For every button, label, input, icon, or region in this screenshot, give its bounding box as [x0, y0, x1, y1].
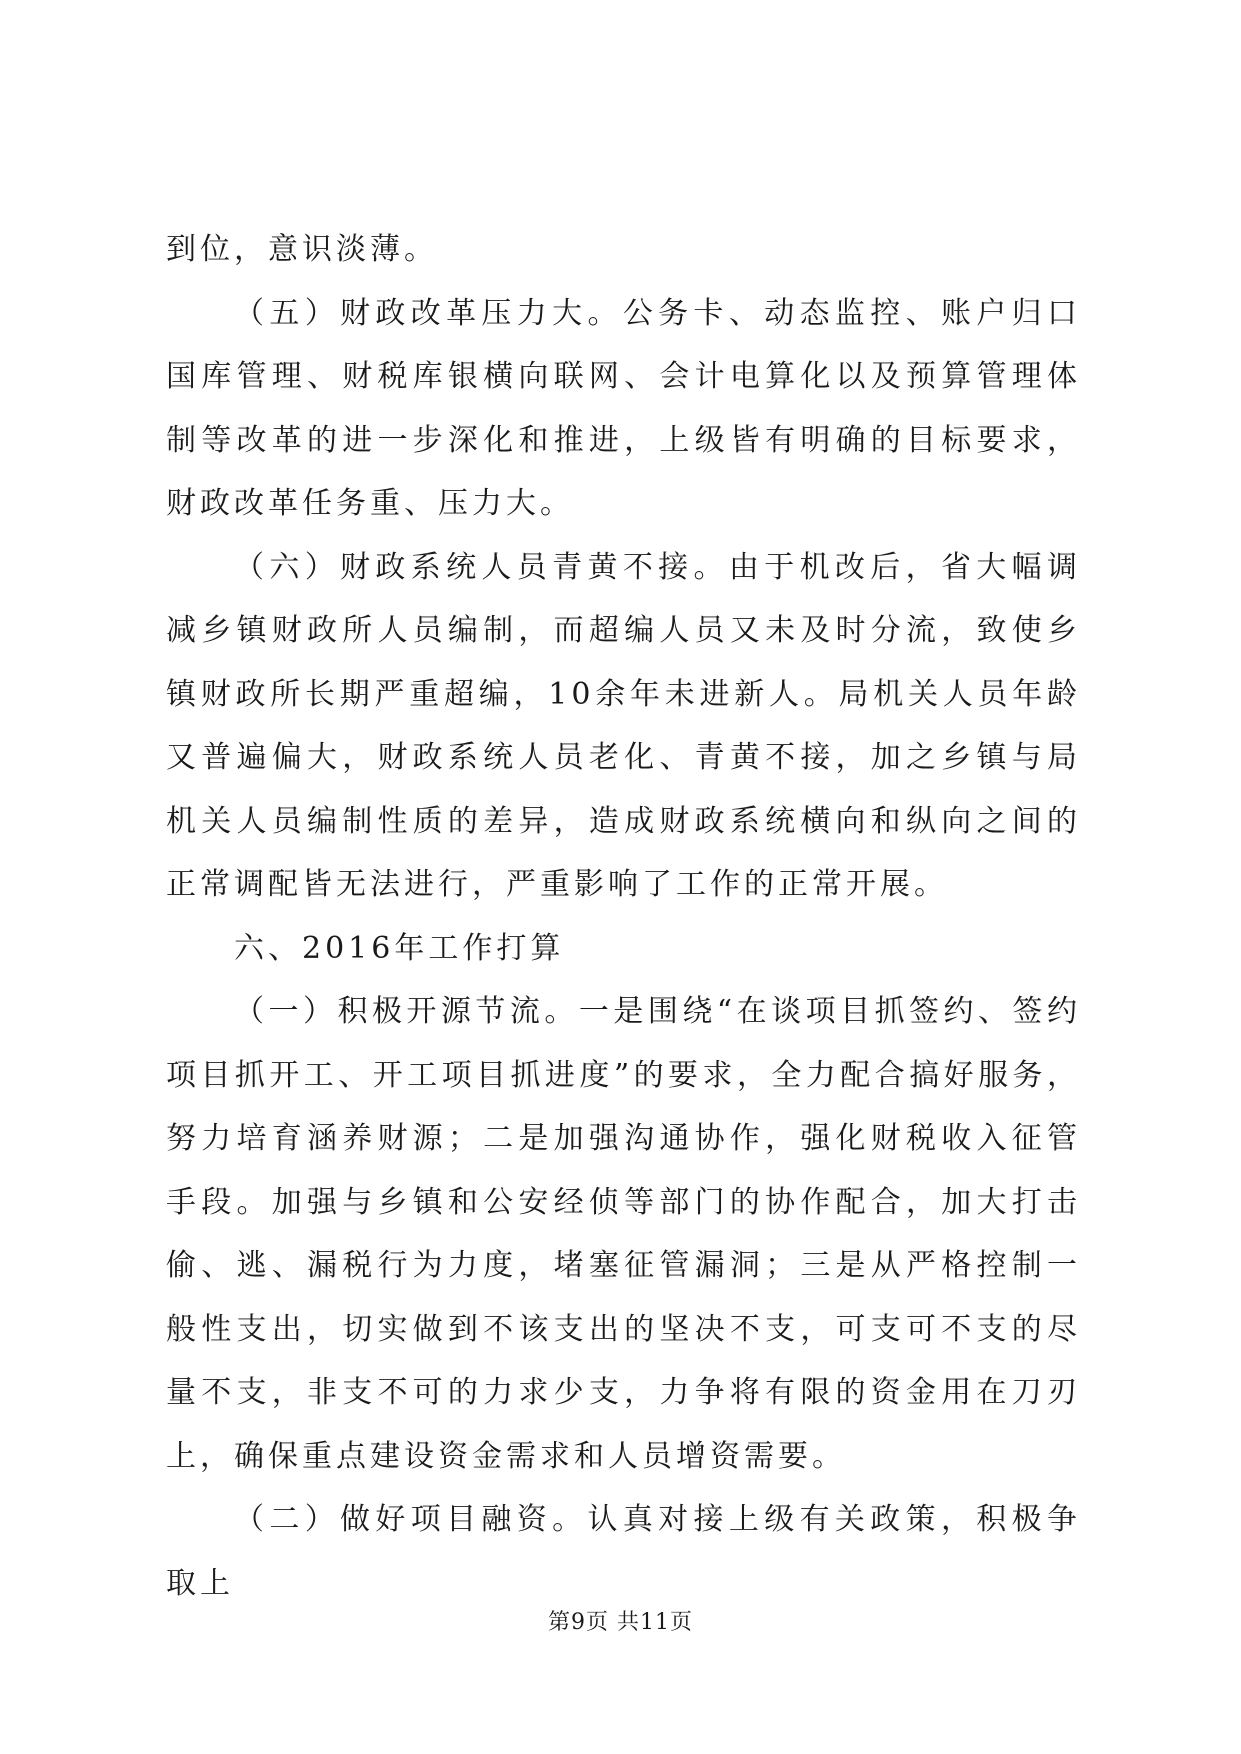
paragraph-staffing: （六）财政系统人员青黄不接。由于机改后，省大幅调减乡镇财政所人员编制，而超编人员又未及时分流，致使乡镇财政所长期严重超编，10余年未进新人。局机关人员年龄又普遍偏大，财政系统人员老化、青黄不接，加之乡镇与局机关人员编制性质的差异，造成财政系统横向和纵向之间的正常调配皆无法进行，严重影响了工作的正常开展。 [166, 549, 1081, 902]
paragraph-continuation: 到位，意识淡薄。 [166, 232, 438, 267]
paragraph-project-financing: （二）做好项目融资。认真对接上级有关政策，积极争取上 [166, 1502, 1081, 1601]
section-heading-2016-plan: 六、2016年工作打算 [234, 930, 565, 966]
page-number-footer: 第9页 共11页 [548, 1610, 693, 1635]
document-body [166, 218, 1081, 1615]
paragraph-reform-pressure: （五）财政改革压力大。公务卡、动态监控、账户归口国库管理、财税库银横向联网、会计电算化以及预算管理体制等改革的进一步深化和推进，上级皆有明确的目标要求，财政改革任务重、压力大。 [166, 295, 1081, 521]
paragraph-revenue-expenditure: （一）积极开源节流。一是围绕“在谈项目抓签约、签约项目抓开工、开工项目抓进度”的要求，全力配合搞好服务，努力培育涵养财源；二是加强沟通协作，强化财税收入征管手段。加强与乡镇和公安经侦等部门的协作配合，加大打击偷、逃、漏税行为力度，堵塞征管漏洞；三是从严格控制一般性支出，切实做到不该支出的坚决不支，可支可不支的尽量不支，非支不可的力求少支，力争将有限的资金用在刀刃上，确保重点建设资金需求和人员增资需要。 [166, 994, 1081, 1474]
